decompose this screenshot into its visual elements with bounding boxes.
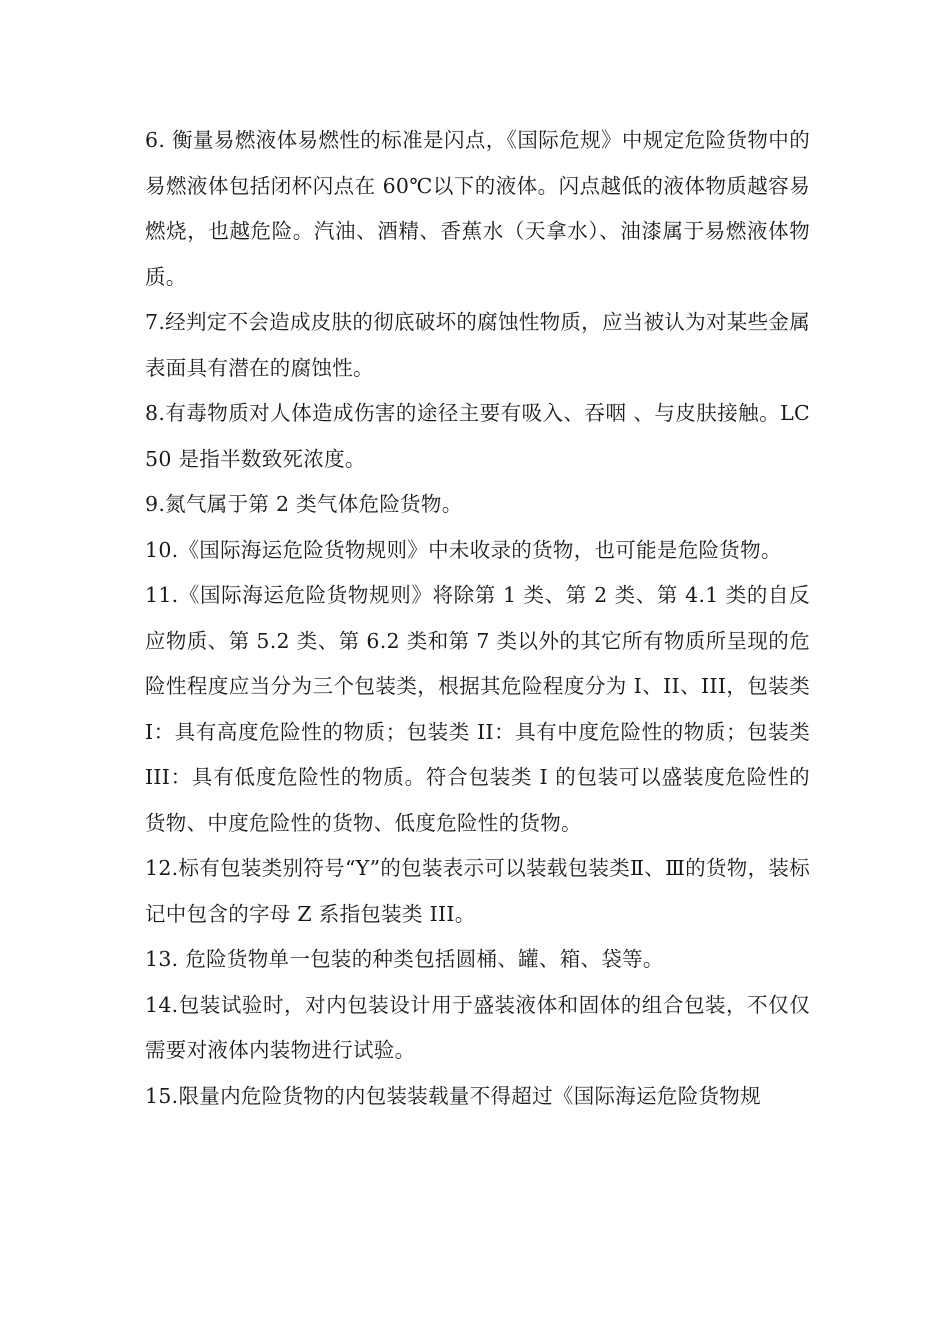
paragraph-10: 10.《国际海运危险货物规则》中未收录的货物，也可能是危险货物。 (145, 537, 782, 562)
document-body (145, 118, 810, 1119)
paragraph-15: 15.限量内危险货物的内包装装载量不得超过《国际海运危险货物规 (145, 1083, 761, 1108)
paragraph-11: 11.《国际海运危险货物规则》将除第 1 类、第 2 类、第 4.1 类的自反应物质、第 5.2 类、第 6.2 类和第 7 类以外的其它所有物质所呈现的危险性程度应当分为三个包装类，根据其危险程度分为 I、II、III，包装类 I：具有高度危险性的物质；包装类 II：具有中度危险性的物质；包装类 III：具有低度危险性的物质。符合包装类 I 的包装可以盛装度危险性的货物、中度危险性的货物、低度危险性的货物。 (145, 583, 810, 835)
paragraph-6: 6. 衡量易燃液体易燃性的标准是闪点，《国际危规》中规定危险货物中的易燃液体包括闭杯闪点在 60℃以下的液体。闪点越低的液体物质越容易燃烧，也越危险。汽油、酒精、香蕉水（天拿水）、油漆属于易燃液体物质。 (145, 128, 810, 289)
paragraph-12: 12.标有包装类别符号“Y”的包装表示可以装载包装类Ⅱ、Ⅲ的货物，装标记中包含的字母 Z 系指包装类 III。 (145, 856, 810, 926)
paragraph-9: 9.氮气属于第 2 类气体危险货物。 (145, 492, 463, 516)
paragraph-13: 13. 危险货物单一包装的种类包括圆桶、罐、箱、袋等。 (145, 947, 664, 971)
paragraph-14: 14.包装试验时，对内包装设计用于盛装液体和固体的组合包装，不仅仅需要对液体内装物进行试验。 (145, 992, 810, 1062)
paragraph-7: 7.经判定不会造成皮肤的彻底破坏的腐蚀性物质，应当被认为对某些金属表面具有潜在的腐蚀性。 (145, 310, 810, 380)
paragraph-8: 8.有毒物质对人体造成伤害的途径主要有吸入、吞咽 、与皮肤接触。LC50 是指半数致死浓度。 (145, 401, 810, 471)
